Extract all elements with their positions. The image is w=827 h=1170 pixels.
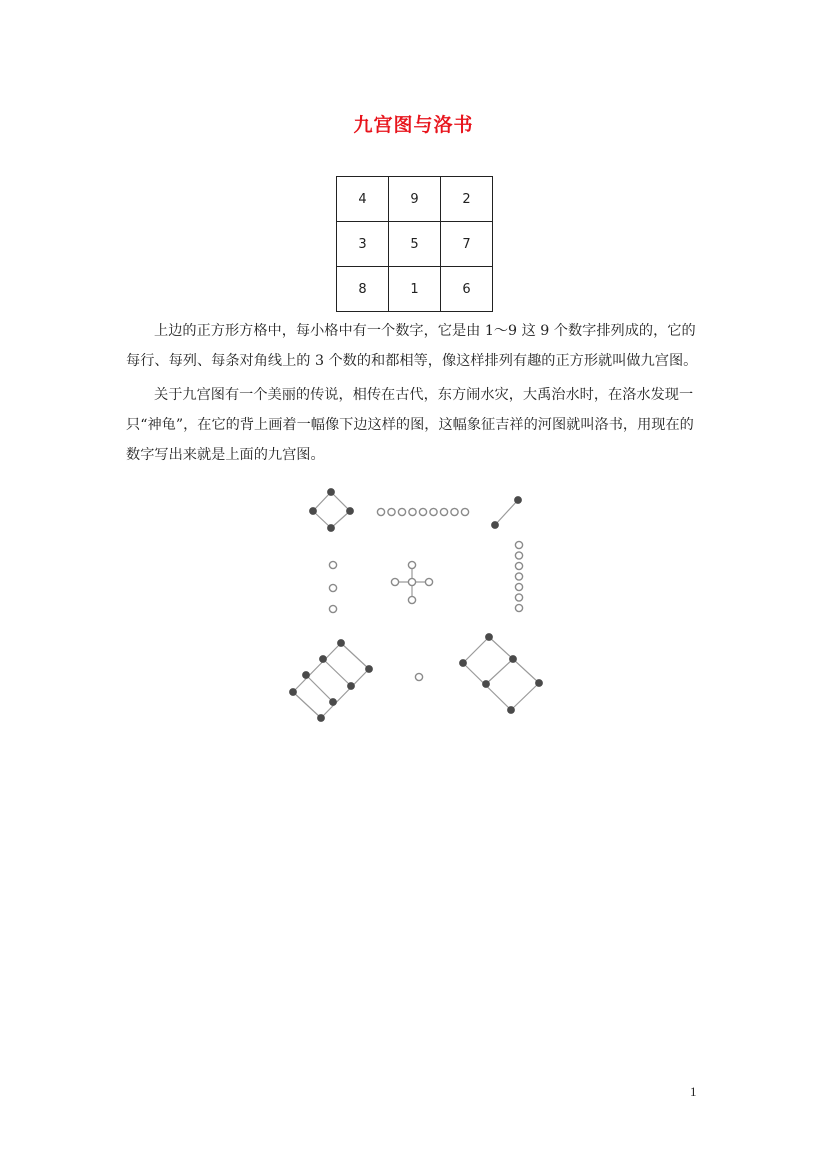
dot-group-5 [391,578,398,585]
dot-group-9 [461,508,468,515]
grid-cell: 5 [389,222,441,267]
dot-group-2 [492,522,499,529]
table-row [337,222,493,267]
dot-group-9 [419,508,426,515]
dot-group-6 [483,681,490,688]
dot-group-2 [515,497,522,504]
dot-group-1 [415,673,422,680]
dot-group-6 [536,680,543,687]
grid-cell: 8 [337,267,389,312]
connector-line [293,692,321,718]
dot-group-4 [328,489,335,496]
grid-cell: 2 [441,177,493,222]
dot-group-9 [451,508,458,515]
connector-line [511,683,539,710]
dot-group-8 [320,656,327,663]
dot-group-8 [366,666,373,673]
table-row [337,177,493,222]
dot-group-9 [440,508,447,515]
dot-group-8 [330,699,337,706]
connector-line [306,675,333,702]
dot-group-8 [303,672,310,679]
grid-cell: 4 [337,177,389,222]
grid-cell: 3 [337,222,389,267]
paragraph-text: 上边的正方形方格中，每小格中有一个数字，它是由 1～9 这 9 个数字排列成的，它的每行、每列、每条对角线上的 3 个数的和都相等，像这样排列有趣的正方形就叫做九宫图。 [126,323,698,369]
dot-group-5 [408,561,415,568]
page-title: 九宫图与洛书 [353,114,474,136]
dot-group-6 [460,660,467,667]
dot-group-9 [409,508,416,515]
dot-group-8 [338,640,345,647]
dot-group-5 [408,578,415,585]
paragraph-legend [126,380,704,470]
grid-cell: 6 [441,267,493,312]
grid-cell: 7 [441,222,493,267]
paragraph-text: 关于九宫图有一个美丽的传说，相传在古代，东方闹水灾，大禹治水时，在洛水发现一只“神龟”，在它的背上画着一幅像下边这样的图，这幅象征吉祥的河图就叫洛书，用现在的数字写出来就是上面的九宫图。 [126,387,694,463]
page-number: 1 [690,1084,697,1099]
connector-line [495,500,518,525]
dot-group-3 [329,584,336,591]
dot-group-3 [329,561,336,568]
connector-line [341,643,369,669]
dot-group-6 [508,707,515,714]
dot-group-3 [329,605,336,612]
grid-cell: 9 [389,177,441,222]
connector-line [486,659,513,684]
connector-line [293,643,341,692]
dot-group-7 [515,573,522,580]
dot-group-7 [515,541,522,548]
dot-group-8 [290,689,297,696]
dot-group-4 [347,508,354,515]
dot-group-8 [348,683,355,690]
grid-cell: 1 [389,267,441,312]
table-row [337,267,493,312]
dot-group-4 [310,508,317,515]
dot-group-7 [515,594,522,601]
connector-line [463,637,489,663]
paragraph-intro [126,316,704,376]
dot-group-9 [377,508,384,515]
dot-group-7 [515,583,522,590]
dot-group-9 [430,508,437,515]
dot-group-9 [388,508,395,515]
dot-group-5 [408,596,415,603]
dot-group-8 [318,715,325,722]
connector-line [321,669,369,718]
dot-group-7 [515,562,522,569]
dot-group-6 [510,656,517,663]
magic-square-table [336,176,493,312]
connector-line [323,659,351,686]
dot-group-6 [486,634,493,641]
dot-group-7 [515,604,522,611]
connector-line [331,492,350,511]
dot-group-9 [398,508,405,515]
dot-group-7 [515,552,522,559]
connector-line [313,492,331,511]
dot-group-5 [425,578,432,585]
luoshu-diagram [283,487,553,735]
dot-group-4 [328,525,335,532]
